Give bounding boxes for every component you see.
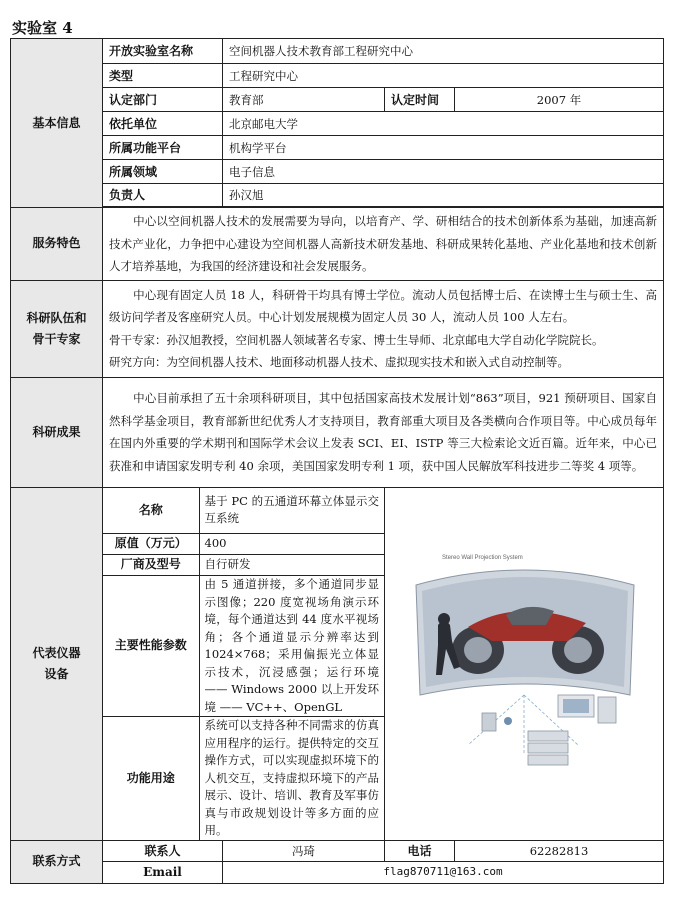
contact-phone-label: 电话 — [385, 840, 455, 861]
results-text — [103, 377, 664, 487]
instrument-perf-value: 由 5 通道拼接，多个通道同步显示图像；220 度宽视场角演示环境，每个通道达到 44 度水平视场角；各个通道显示分辨率达到 1024×768；采用偏振光立体显示技术，沉浸感强；运行环境 —— Windows 2000 以上开发环境 —— VC++、OpenGL — [199, 576, 384, 717]
host-value: 北京邮电大学 — [223, 112, 664, 136]
dept-value: 教育部 — [223, 88, 385, 112]
service-text — [103, 208, 664, 281]
leader-label: 负责人 — [103, 184, 223, 207]
lab-name-value: 空间机器人技术教育部工程研究中心 — [223, 39, 664, 64]
contact-phone-value: 62282813 — [455, 840, 664, 861]
instrument-name-label: 名称 — [103, 488, 199, 534]
instrument-maker-label: 厂商及型号 — [103, 555, 199, 576]
team-text — [103, 280, 664, 377]
lab-info-table — [10, 38, 664, 884]
instrument-name-value: 基于 PC 的五通道环幕立体显示交互系统 — [199, 488, 384, 534]
page-heading: 实验室 4 — [12, 19, 73, 37]
instrument-price-label: 原值（万元） — [103, 534, 199, 555]
leader-value: 孙汉旭 — [223, 184, 664, 207]
type-value: 工程研究中心 — [223, 64, 664, 88]
results-section-label: 科研成果 — [11, 377, 103, 487]
contact-person-label: 联系人 — [103, 840, 223, 861]
team-paragraph-1: 中心现有固定人员 18 人，科研骨干均具有博士学位。流动人员包括博士后、在读博士生与硕士生、高级访问学者及客座研究人员。中心计划发展规模为固定人员 30 人，流动人员 100 人左右。 — [109, 287, 658, 324]
contact-section-label: 联系方式 — [11, 840, 103, 883]
team-paragraph-3: 研究方向：为空间机器人技术、地面移动机器人技术、虚拟现实技术和嵌入式自动控制等。 — [109, 355, 569, 369]
team-paragraph-2: 骨干专家：孙汉旭教授，空间机器人领域著名专家、博士生导师、北京邮电大学自动化学院院长。 — [109, 332, 604, 347]
team-section-label-line2: 骨干专家 — [32, 331, 81, 346]
team-section-label-line1: 科研队伍和 — [26, 310, 87, 325]
results-paragraph: 中心目前承担了五十余项科研项目，其中包括国家高技术发展计划“863”项目，921 预研项目、国家自然科学基金项目，教育部新世纪优秀人才支持项目，教育部重大项目及各类横向合作项目等。中心成员每年在国内外重要的学术期刊和国际学术会议上发表 SCI、EI、ISTP 等三大检索论文近百篇。近年来，中心已获准和申请国家发明专利 40 余项，美国国家发明专利 1 项，获中国人民解放军科技进步二等奖 4 项等。 — [109, 391, 658, 473]
instrument-func-label: 功能用途 — [103, 717, 199, 840]
platform-label: 所属功能平台 — [103, 136, 223, 160]
service-paragraph: 中心以空间机器人技术的发展需要为导向，以培育产、学、研相结合的技术创新体系为基础，加速高新技术产业化，力争把中心建设为空间机器人高新技术研发基地、科研成果转化基地、产业化基地和技术创新人才培养基地，为我国的经济建设和社会发展服务。 — [109, 214, 658, 273]
instrument-subtable — [103, 488, 384, 840]
instrument-photo-cell — [385, 487, 664, 840]
dept-label: 认定部门 — [103, 88, 223, 112]
instrument-maker-value: 自行研发 — [199, 555, 384, 576]
instrument-perf-label: 主要性能参数 — [103, 576, 199, 717]
time-label: 认定时间 — [385, 88, 455, 112]
instrument-photo — [408, 545, 640, 777]
photo-caption: Stereo Wall Projection System — [442, 554, 523, 561]
contact-email-label: Email — [103, 861, 223, 883]
host-label: 依托单位 — [103, 112, 223, 136]
type-label: 类型 — [103, 64, 223, 88]
instrument-func-value: 系统可以支持各种不同需求的仿真应用程序的运行。提供特定的交互操作方式，可以实现虚拟环境下的人机交互，支持虚拟环境下的产品展示、设计、培训、教育及军事仿真与市政规划设计等多方面的应用。 — [204, 718, 379, 837]
time-value: 2007 年 — [455, 88, 664, 112]
contact-person-value: 冯琦 — [223, 840, 385, 861]
field-label: 所属领域 — [103, 160, 223, 184]
team-section-label — [11, 280, 103, 377]
field-value: 电子信息 — [223, 160, 664, 184]
service-section-label: 服务特色 — [11, 208, 103, 281]
instrument-section-label-line1: 代表仪器 — [32, 645, 81, 660]
platform-value: 机构学平台 — [223, 136, 664, 160]
basic-info-section-label: 基本信息 — [11, 39, 103, 208]
instrument-section-label — [11, 487, 103, 840]
instrument-price-value: 400 — [199, 534, 384, 555]
lab-name-label: 开放实验室名称 — [103, 39, 223, 64]
contact-email-value[interactable]: flag870711@163.com — [223, 861, 664, 883]
instrument-section-label-line2: 设备 — [44, 666, 69, 681]
instrument-details — [103, 487, 385, 840]
